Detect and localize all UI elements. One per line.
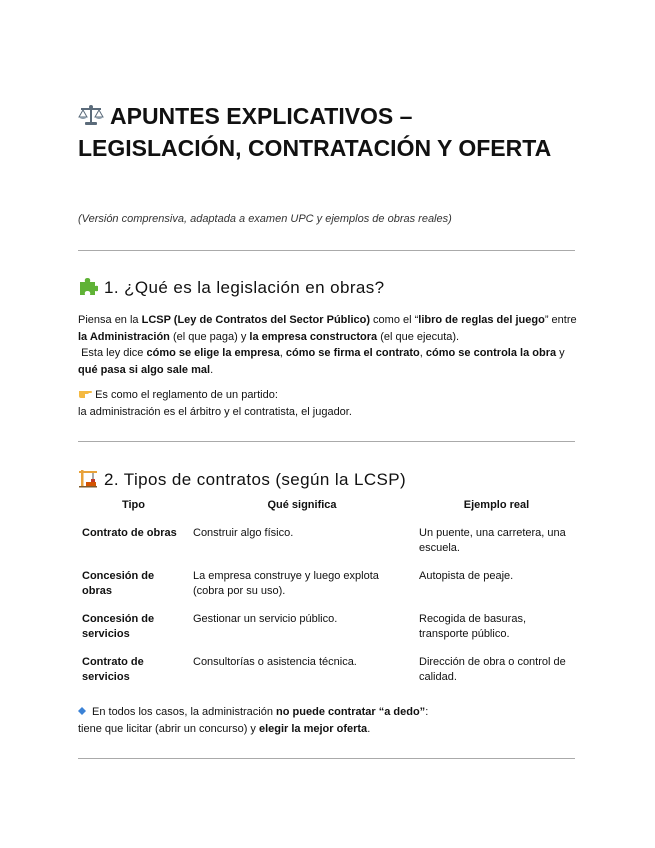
puzzle-icon: [78, 276, 98, 296]
bold-run: cómo se elige la empresa: [146, 347, 280, 359]
construction-crane-icon: [78, 468, 98, 488]
table-cell: Un puente, una carretera, una escuela.: [419, 526, 566, 554]
page-title-text: APUNTES EXPLICATIVOS – LEGISLACIÓN, CONTRATACIÓN Y OFERTA: [78, 103, 552, 161]
table-cell: Contrato de servicios: [82, 655, 144, 683]
bold-run: la empresa constructora: [249, 330, 378, 343]
table-row: [78, 569, 578, 612]
text-run: ,: [419, 347, 426, 359]
bold-run: LCSP (Ley de Contratos del Sector Público): [141, 314, 370, 326]
text-run: :: [425, 706, 429, 718]
table-cell: Consultorías o asistencia técnica.: [193, 655, 357, 668]
text-run: Piensa en la: [78, 314, 142, 326]
table-cell: Autopista de peaje.: [419, 569, 514, 582]
table-row: [78, 612, 578, 655]
bold-run: cómo se controla la obra: [425, 347, 557, 359]
balance-scale-icon: [78, 104, 104, 126]
text-run: (el que ejecuta).: [377, 330, 460, 343]
bold-run: qué pasa si algo sale mal: [78, 363, 211, 376]
table-header-row: [78, 498, 578, 526]
section2-heading: [78, 468, 406, 490]
table-cell: Recogida de basuras, transporte público.: [419, 612, 527, 640]
bold-run: la Administración: [78, 330, 170, 343]
table-cell: Contrato de obras: [82, 526, 177, 539]
section1-paragraph: [78, 312, 578, 378]
text-run: ,: [279, 347, 286, 359]
table-cell: La empresa construye y luego explota (cobra por su uso).: [193, 569, 379, 597]
table-header: Tipo: [121, 499, 145, 511]
blue-diamond-icon: [78, 707, 86, 715]
table-row: [78, 526, 578, 569]
text-run: tiene que licitar (abrir un concurso) y: [78, 722, 259, 735]
bold-run: libro de reglas del juego: [418, 314, 545, 326]
table-cell: Gestionar un servicio público.: [193, 612, 338, 625]
text-run: Esta ley dice: [81, 347, 147, 359]
contract-types-table: [78, 498, 578, 698]
table-row: [78, 655, 578, 698]
bold-run: elegir la mejor oferta: [258, 722, 368, 735]
text-run: y: [556, 347, 565, 359]
page-subtitle: (Versión comprensiva, adaptada a examen UPC y ejemplos de obras reales): [78, 213, 452, 225]
bold-run: no puede contratar “a dedo”: [276, 706, 426, 718]
pointing-hand-icon: [78, 388, 92, 399]
text-run: (el que paga) y: [169, 330, 250, 343]
section2-note: [78, 704, 578, 737]
note-line-1: Es como el reglamento de un partido:: [95, 389, 278, 401]
divider: [78, 758, 575, 759]
text-run: En todos los casos, la administración: [92, 706, 277, 718]
section2-heading-text: 2. Tipos de contratos (según la LCSP): [104, 470, 407, 489]
text-run: como el “: [370, 314, 419, 326]
section1-heading-text: 1. ¿Qué es la legislación en obras?: [104, 278, 385, 297]
bold-run: cómo se firma el contrato: [285, 347, 420, 359]
text-run: ” entre: [544, 314, 577, 326]
section1-note: [78, 387, 578, 420]
table-cell: Construir algo físico.: [193, 526, 294, 539]
note-line-2: la administración es el árbitro y el contratista, el jugador.: [78, 405, 352, 418]
table-header: Qué significa: [267, 499, 337, 511]
table-cell: Dirección de obra o control de calidad.: [419, 655, 566, 683]
table-cell: Concesión de servicios: [82, 612, 155, 640]
divider: [78, 250, 575, 251]
table-header: Ejemplo real: [463, 499, 530, 511]
text-run: .: [367, 722, 371, 735]
table-cell: Concesión de obras: [82, 569, 155, 597]
divider: [78, 441, 575, 442]
page-title: [78, 100, 578, 164]
section1-heading: [78, 276, 385, 298]
text-run: .: [210, 363, 214, 376]
